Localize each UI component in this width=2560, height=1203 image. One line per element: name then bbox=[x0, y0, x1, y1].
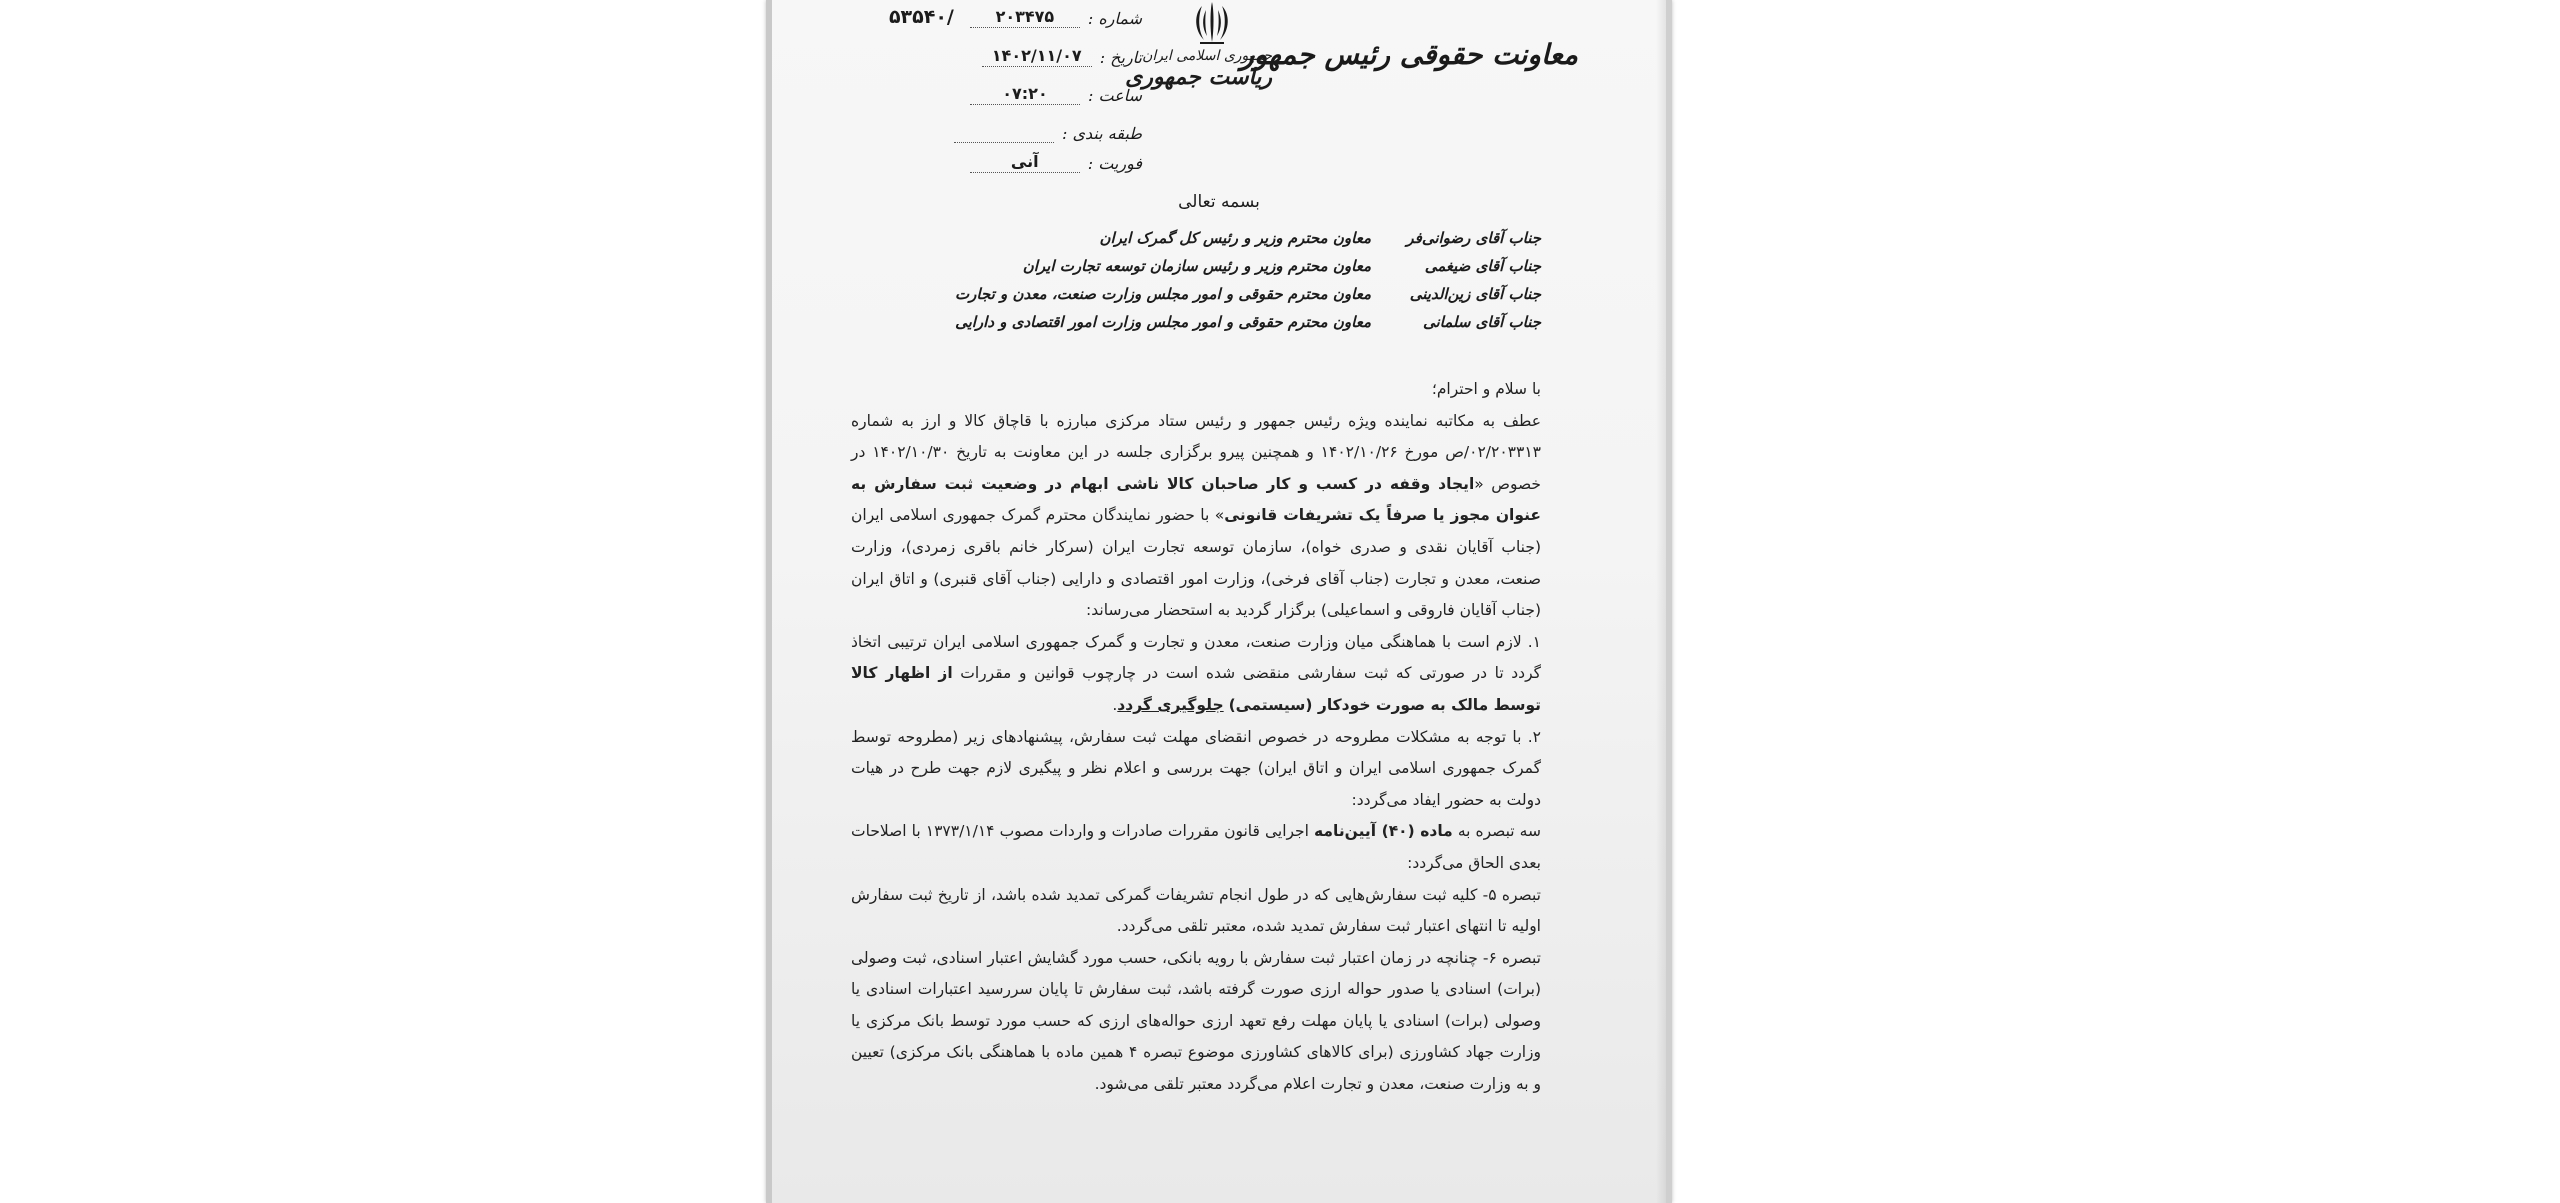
amendment-text-b: اجرایی قانون مقررات صادرات و واردات مصوب ۱۳۷۳/۱/۱۴ با اصلاحات بعدی الحاق می‌گردد: bbox=[851, 822, 1541, 872]
amendment-text-a: سه تبصره به bbox=[1452, 822, 1541, 841]
bismillah: بسمه تعالی bbox=[1178, 192, 1260, 212]
meta-classification-row bbox=[954, 124, 1142, 143]
paragraph-intro bbox=[851, 406, 1541, 627]
meta-date-label: تاریخ : bbox=[1099, 48, 1142, 67]
addressee-title: معاون محترم وزیر و رئیس سازمان توسعه تجارت ایران bbox=[1022, 257, 1371, 275]
meta-priority-label: فوریت : bbox=[1087, 154, 1142, 173]
addressee-row bbox=[881, 252, 1541, 280]
item-1-bold: از اظهار کالا توسط مالک به صورت خودکار (سیستمی) bbox=[851, 664, 1541, 714]
document-page bbox=[766, 0, 1672, 1203]
emblem-caption-country: جمهوری اسلامی ایران bbox=[1142, 48, 1272, 64]
paragraph-amendment bbox=[851, 816, 1541, 879]
paragraph-note-6: تبصره ۶- چنانچه در زمان اعتبار ثبت سفارش با رویه بانکی، حسب مورد گشایش اعتبار اسنادی، ثبت وصولی (برات) اسنادی یا صدور حواله ارزی صورت گرفته باشد، ثبت سفارش تا پایان سررسید اعتبارات اسنادی یا وصولی (برات) اسنادی یا پایان مهلت رفع تعهد ارزی حواله‌های ارزی که حسب مورد توسط بانک مرکزی یا وزارت جهاد کشاورزی (برای کالاهای کشاورزی موضوع تبصره ۴ همین ماده با هماهنگی بانک مرکزی) تعیین و به وزارت صنعت، معدن و تجارت اعلام می‌گردد معتبر تلقی می‌شود. bbox=[851, 948, 1542, 1094]
iran-emblem-icon bbox=[1188, 0, 1236, 46]
addressee-row bbox=[881, 280, 1541, 308]
addressee-name: جناب آقای زین‌الدینی bbox=[1409, 285, 1541, 303]
greeting: با سلام و احترام؛ bbox=[1431, 380, 1541, 398]
meta-date-row bbox=[982, 46, 1142, 67]
emblem-block bbox=[1125, 0, 1272, 110]
meta-priority-value: آنی bbox=[970, 152, 1080, 173]
paragraph-note-5: تبصره ۵- کلیه ثبت سفارش‌هایی که در طول انجام تشریفات گمرکی تمدید شده باشد، از تاریخ ثبت سفارش اولیه تا انتهای اعتبار ثبت سفارش تمدید شده، معتبر تلقی می‌گردد. bbox=[851, 885, 1541, 936]
addressee-title: معاون محترم حقوقی و امور مجلس وزارت صنعت، معدن و تجارت bbox=[955, 285, 1371, 303]
addressee-name: جناب آقای رضوانی‌فر bbox=[1406, 229, 1541, 247]
letter-body bbox=[851, 374, 1541, 1101]
meta-date-value: ۱۴۰۲/۱۱/۰۷ bbox=[982, 46, 1092, 67]
addressee-title: معاون محترم حقوقی و امور مجلس وزارت امور اقتصادی و دارایی bbox=[955, 313, 1371, 331]
meta-time-value: ۰۷:۲۰ bbox=[970, 84, 1080, 105]
paragraph-item-2: ۲. با توجه به مشکلات مطروحه در خصوص انقضای مهلت ثبت سفارش، پیشنهادهای زیر (مطروحه توسط گمرک جمهوری اسلامی ایران و اتاق ایران) جهت بررسی و اعلام نظر و پیگیری لازم جهت طرح در هیات دولت به حضور ایفاد می‌گردد: bbox=[851, 727, 1541, 809]
item-1-end: . bbox=[1112, 695, 1118, 714]
paragraph-intro-text-a: عطف به مکاتبه نماینده ویژه رئیس جمهور و رئیس ستاد مرکزی مبارزه با قاچاق کالا و ارز به شماره ۰۲/۲۰۳۳۱۳/ص مورخ ۱۴۰۲/۱۰/۲۶ و همچنین پیرو برگزاری جلسه در این معاونت به تاریخ ۱۴۰۲/۱۰/۳۰ در خصوص « bbox=[851, 411, 1541, 493]
meta-time-label: ساعت : bbox=[1087, 86, 1142, 105]
meta-number-value: ۲۰۳۴۷۵ bbox=[970, 7, 1080, 28]
meta-number-extra: ۵۳۵۴۰/ bbox=[888, 6, 954, 28]
letter-meta bbox=[822, 4, 1142, 179]
meta-time-row bbox=[970, 84, 1142, 105]
addressee-row bbox=[881, 224, 1541, 252]
meta-classification-value bbox=[954, 125, 1054, 143]
paragraph-item-1 bbox=[851, 627, 1541, 722]
emblem-caption-presidency: ریاست جمهوری bbox=[1125, 64, 1272, 90]
paragraph-intro-text-b: » با حضور نمایندگان محترم گمرک جمهوری اسلامی ایران (جناب آقایان نقدی و صدری خواه)، سازمان توسعه تجارت ایران (سرکار خانم باقری زمردی)، وزارت صنعت، معدن و تجارت (جناب آقای فرخی)، وزارت امور اقتصادی و دارایی (جناب آقای قنبری) و اتاق ایران (جناب آقایان فاروقی و اسماعیلی) برگزار گردید به استحضار می‌رساند: bbox=[851, 506, 1541, 620]
meta-number-row bbox=[889, 6, 1142, 28]
meta-number-label: شماره : bbox=[1087, 9, 1142, 28]
addressee-name: جناب آقای ضیغمی bbox=[1424, 257, 1541, 275]
addressee-title: معاون محترم وزیر و رئیس کل گمرک ایران bbox=[1099, 229, 1371, 247]
meta-priority-row bbox=[970, 152, 1142, 173]
meta-classification-label: طبقه بندی : bbox=[1062, 124, 1142, 143]
item-1-text: ۱. لازم است با هماهنگی میان وزارت صنعت، معدن و تجارت و گمرک جمهوری اسلامی ایران ترتیبی اتخاذ گردد تا در صورتی که ثبت سفارشی منقضی شده است در چارچوب قوانین و مقررات bbox=[851, 632, 1541, 683]
amendment-bold: ماده (۴۰) آیین‌نامه bbox=[1314, 822, 1453, 841]
addressee-list bbox=[881, 224, 1541, 336]
org-name: معاونت حقوقی رئیس جمهور bbox=[1240, 38, 1578, 71]
item-1-underline: جلوگیری گردد bbox=[1117, 695, 1224, 714]
addressee-name: جناب آقای سلمانی bbox=[1422, 313, 1541, 331]
paragraph-intro-subject: ایجاد وقفه در کسب و کار صاحبان کالا ناشی ابهام در وضعیت ثبت سفارش به عنوان مجوز یا صرفاً یک تشریفات قانونی bbox=[851, 474, 1542, 525]
addressee-row bbox=[881, 308, 1541, 336]
